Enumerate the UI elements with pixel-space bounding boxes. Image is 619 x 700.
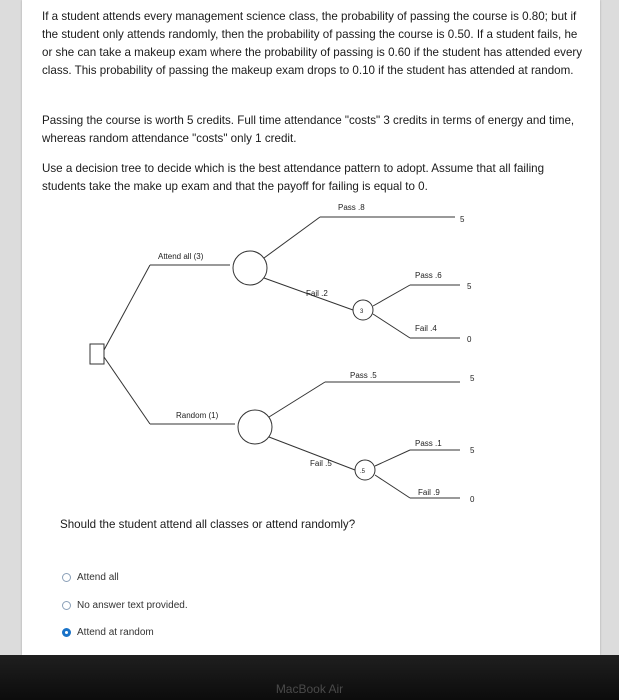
chance-node-random bbox=[238, 410, 272, 444]
label-fail-9: Fail .9 bbox=[418, 488, 440, 497]
label-random: Random (1) bbox=[176, 411, 219, 420]
radio-attend-all[interactable] bbox=[62, 573, 71, 582]
decision-node-square bbox=[90, 344, 104, 364]
payoff-pass-6: 5 bbox=[467, 282, 472, 291]
payoff-pass-8: 5 bbox=[460, 215, 465, 224]
device-label: MacBook Air bbox=[275, 682, 344, 696]
problem-paragraph-1: If a student attends every management science class, the probability of passing the course is 0.80; but if the student only attends randomly, then the probability of passing the course is 0.50. If a student fails, he or she can take a makeup exam where the probability of passing is 0.60 if the student has attended every class. This probability of passing the makeup exam drops to 0.10 if the student has attended at random. bbox=[42, 10, 583, 77]
question-text: Should the student attend all classes or attend randomly? bbox=[60, 518, 356, 531]
decision-tree-drawing bbox=[70, 192, 500, 512]
problem-paragraph-2: Passing the course is worth 5 credits. Full time attendance "costs" 3 credits in terms of energy and time, whereas random attendance "costs" only 1 credit. bbox=[42, 114, 575, 145]
laptop-bezel bbox=[0, 655, 619, 700]
option-label: No answer text provided. bbox=[77, 599, 188, 611]
option-label: Attend all bbox=[77, 571, 119, 583]
payoff-fail-4: 0 bbox=[467, 335, 472, 344]
node-label-3: 3 bbox=[360, 309, 364, 315]
option-no-answer[interactable] bbox=[62, 597, 188, 613]
label-pass-8: Pass .8 bbox=[338, 203, 365, 212]
option-attend-at-random[interactable] bbox=[62, 624, 154, 640]
payoff-fail-9: 0 bbox=[470, 495, 475, 504]
decision-tree-svg bbox=[70, 192, 500, 512]
label-fail-2: Fail .2 bbox=[306, 289, 328, 298]
label-pass-6: Pass .6 bbox=[415, 271, 442, 280]
label-attend-all: Attend all (3) bbox=[158, 252, 204, 261]
question-card bbox=[22, 0, 600, 655]
node-label-5: .5 bbox=[360, 469, 366, 475]
label-pass-1: Pass .1 bbox=[415, 439, 442, 448]
label-pass-5: Pass .5 bbox=[350, 371, 377, 380]
payoff-pass-5: 5 bbox=[470, 374, 475, 383]
radio-attend-at-random[interactable] bbox=[62, 628, 71, 637]
radio-no-answer[interactable] bbox=[62, 601, 71, 610]
chance-node-attend-all bbox=[233, 251, 267, 285]
option-label: Attend at random bbox=[77, 626, 154, 638]
option-attend-all[interactable] bbox=[62, 569, 119, 585]
payoff-pass-1: 5 bbox=[470, 446, 475, 455]
label-fail-4: Fail .4 bbox=[415, 324, 437, 333]
label-fail-5: Fail .5 bbox=[310, 459, 332, 468]
problem-paragraph-3: Use a decision tree to decide which is the best attendance pattern to adopt. Assume that all failing students take the make up exam and that the payoff for failing is equal to 0. bbox=[42, 162, 545, 193]
